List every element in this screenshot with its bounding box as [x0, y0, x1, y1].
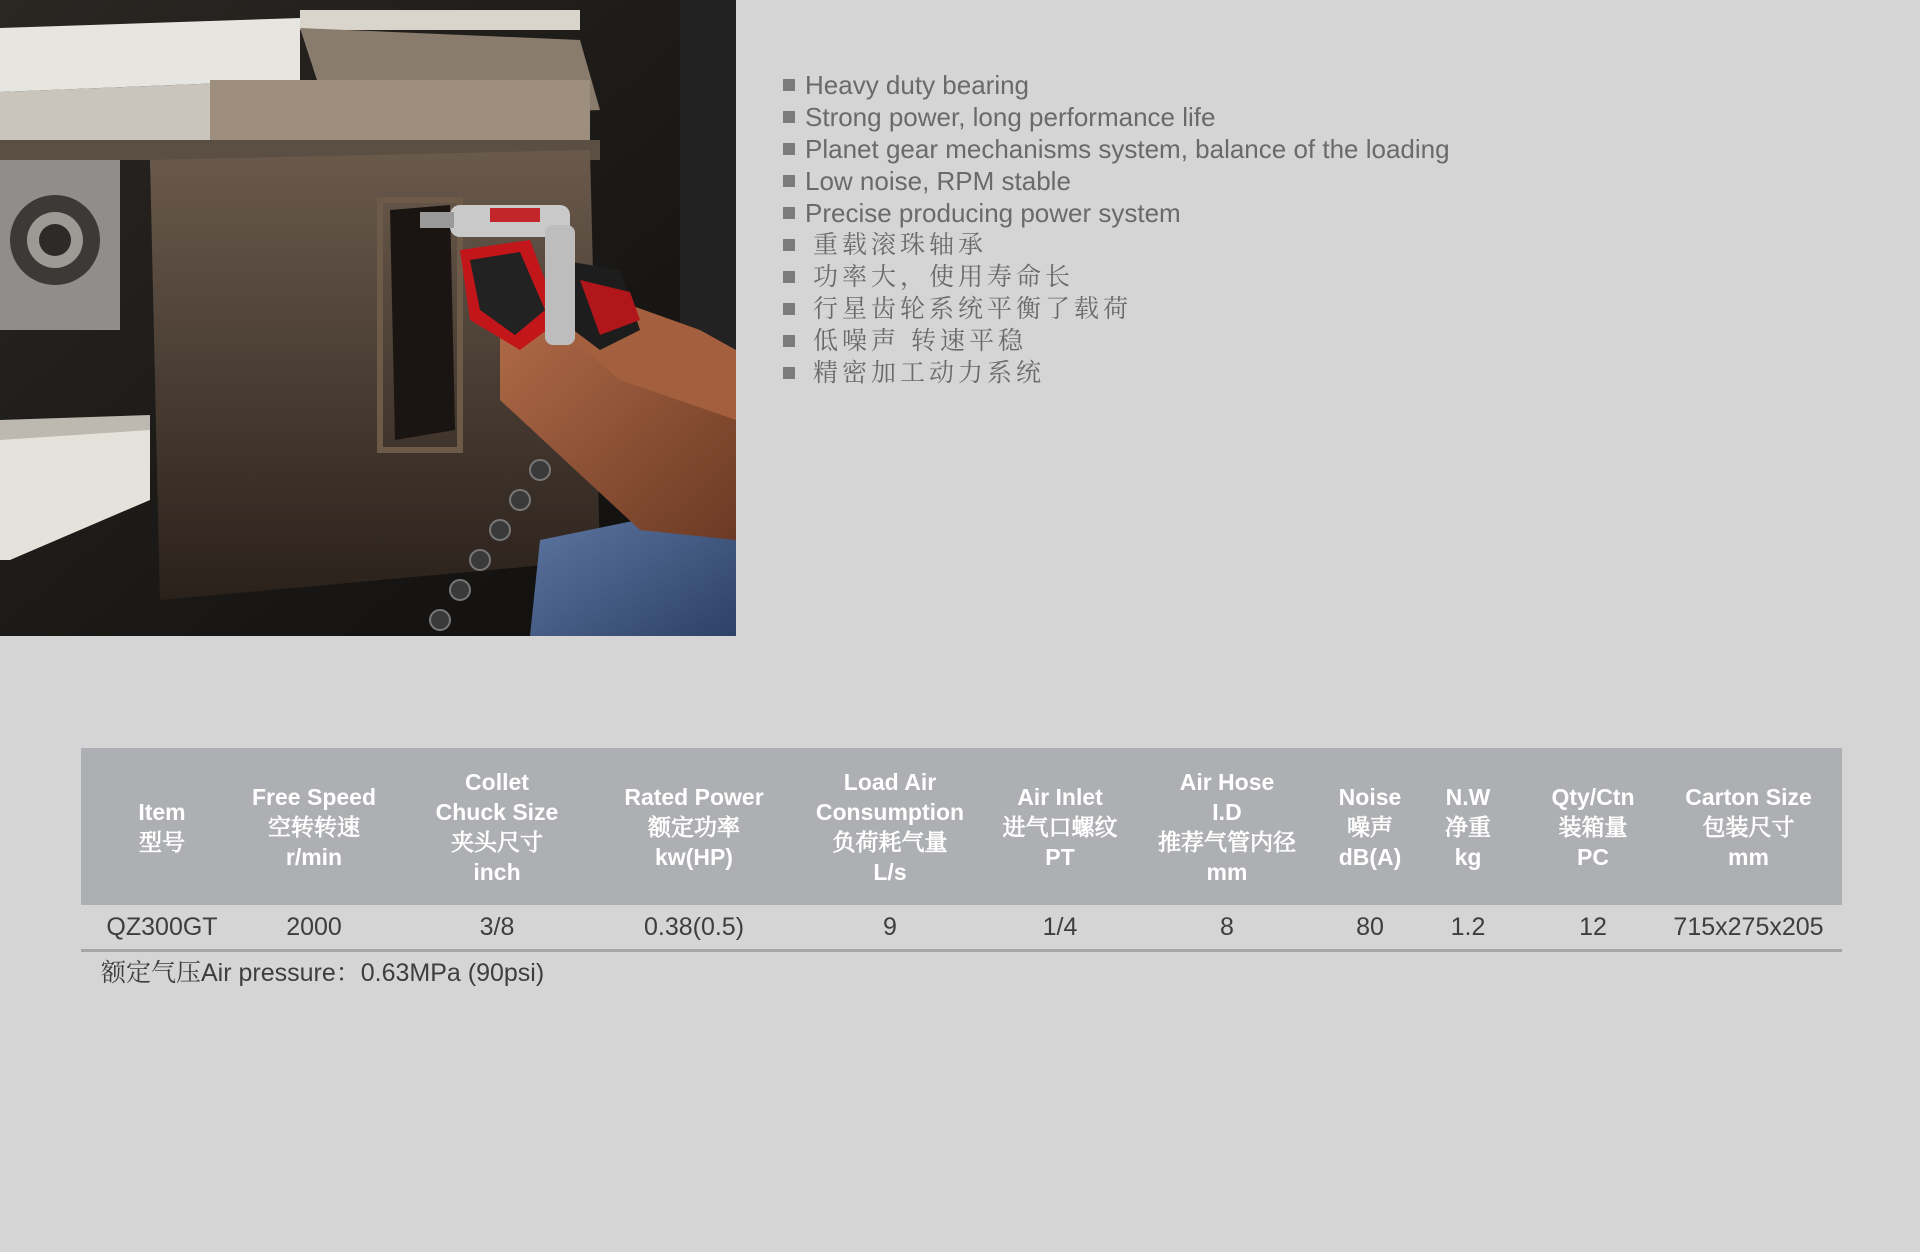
- header-line: Free Speed: [252, 783, 376, 810]
- header-line: inch: [473, 858, 521, 885]
- header-item: [81, 748, 243, 905]
- cell-carton-size: 715x275x205: [1655, 905, 1842, 951]
- header-line: Item: [138, 798, 186, 825]
- header-line: 装箱量: [1558, 813, 1628, 840]
- feature-list: [783, 69, 1450, 389]
- header-line: PC: [1577, 843, 1609, 870]
- header-line: Qty/Ctn: [1551, 783, 1635, 810]
- square-bullet-icon: [783, 207, 795, 219]
- feature-item: [783, 133, 1450, 165]
- feature-item: [783, 69, 1450, 101]
- header-air-hose-id: [1119, 748, 1335, 905]
- feature-text: Strong power, long performance life: [805, 102, 1216, 132]
- square-bullet-icon: [783, 239, 795, 251]
- cell-air-consumption: 9: [779, 905, 1001, 951]
- square-bullet-icon: [783, 271, 795, 283]
- cell-item: QZ300GT: [81, 905, 243, 951]
- header-line: 型号: [139, 828, 185, 855]
- header-line: Air Hose: [1179, 768, 1275, 795]
- cell-chuck-size: 3/8: [385, 905, 609, 951]
- header-carton-size: [1655, 748, 1842, 905]
- header-line: r/min: [285, 843, 343, 870]
- header-line: Carton Size: [1685, 783, 1812, 810]
- feature-text: 功率大，使用寿命长: [813, 263, 1075, 291]
- product-photo: [0, 0, 736, 636]
- header-rated-power: [609, 748, 779, 905]
- feature-item: [783, 357, 1450, 389]
- header-line: 空转转速: [268, 813, 360, 840]
- header-line: 推荐气管内径: [1158, 828, 1296, 855]
- feature-text: 行星齿轮系统平衡了载荷: [813, 295, 1133, 323]
- air-pressure-note: 额定气压Air pressure：0.63MPa (90psi): [101, 959, 545, 987]
- header-load-air-consumption: [779, 748, 1001, 905]
- square-bullet-icon: [783, 303, 795, 315]
- header-line: 进气口螺纹: [1002, 813, 1118, 840]
- cell-air-inlet: 1/4: [1001, 905, 1119, 951]
- cell-free-speed: 2000: [243, 905, 385, 951]
- feature-text: Precise producing power system: [805, 198, 1181, 228]
- header-line: 夹头尺寸: [451, 828, 543, 855]
- cell-rated-power: 0.38(0.5): [609, 905, 779, 951]
- feature-item: [783, 101, 1450, 133]
- header-line: N.W: [1445, 783, 1491, 810]
- header-collet-chuck-size: [385, 748, 609, 905]
- header-line: Noise: [1338, 783, 1402, 810]
- feature-item: [783, 197, 1450, 229]
- header-free-speed: [243, 748, 385, 905]
- feature-text: 精密加工动力系统: [813, 359, 1046, 387]
- header-line: 噪声: [1347, 813, 1393, 840]
- header-line: Rated Power: [624, 783, 764, 810]
- spec-header-row: [81, 748, 1842, 905]
- header-line: Consumption: [815, 798, 965, 825]
- header-noise: [1335, 748, 1405, 905]
- header-air-inlet: [1001, 748, 1119, 905]
- cell-noise: 80: [1335, 905, 1405, 951]
- spec-table: [81, 748, 1842, 952]
- square-bullet-icon: [783, 143, 795, 155]
- header-line: 额定功率: [648, 813, 740, 840]
- cell-air-hose: 8: [1119, 905, 1335, 951]
- header-line: mm: [1206, 858, 1248, 885]
- header-line: Chuck Size: [435, 798, 559, 825]
- square-bullet-icon: [783, 367, 795, 379]
- feature-item: [783, 325, 1450, 357]
- header-line: Collet: [465, 768, 529, 795]
- feature-item: [783, 293, 1450, 325]
- header-qty-per-carton: [1531, 748, 1655, 905]
- cell-net-weight: 1.2: [1405, 905, 1531, 951]
- table-row: [81, 905, 1842, 951]
- header-line: Load Air: [843, 768, 937, 795]
- feature-text: 低噪声 转速平稳: [813, 327, 1027, 355]
- feature-text: Low noise, RPM stable: [805, 166, 1071, 196]
- feature-text: 重载滚珠轴承: [813, 231, 988, 259]
- header-line: Air Inlet: [1017, 783, 1103, 810]
- header-line: mm: [1728, 843, 1769, 870]
- header-line: dB(A): [1338, 843, 1402, 870]
- feature-item: [783, 229, 1450, 261]
- feature-text: Heavy duty bearing: [805, 70, 1030, 100]
- feature-text: Planet gear mechanisms system, balance of the loading: [805, 134, 1450, 164]
- header-line: 负荷耗气量: [832, 828, 948, 855]
- square-bullet-icon: [783, 335, 795, 347]
- feature-item: [783, 165, 1450, 197]
- header-net-weight: [1405, 748, 1531, 905]
- header-line: I.D: [1212, 798, 1242, 825]
- header-line: kw(HP): [655, 843, 733, 870]
- square-bullet-icon: [783, 111, 795, 123]
- square-bullet-icon: [783, 79, 795, 91]
- feature-item: [783, 261, 1450, 293]
- header-line: PT: [1045, 843, 1075, 870]
- header-line: kg: [1454, 843, 1482, 870]
- header-line: 包装尺寸: [1702, 813, 1795, 840]
- header-line: 净重: [1445, 813, 1491, 840]
- header-line: L/s: [873, 858, 907, 885]
- cell-qty-per-carton: 12: [1531, 905, 1655, 951]
- square-bullet-icon: [783, 175, 795, 187]
